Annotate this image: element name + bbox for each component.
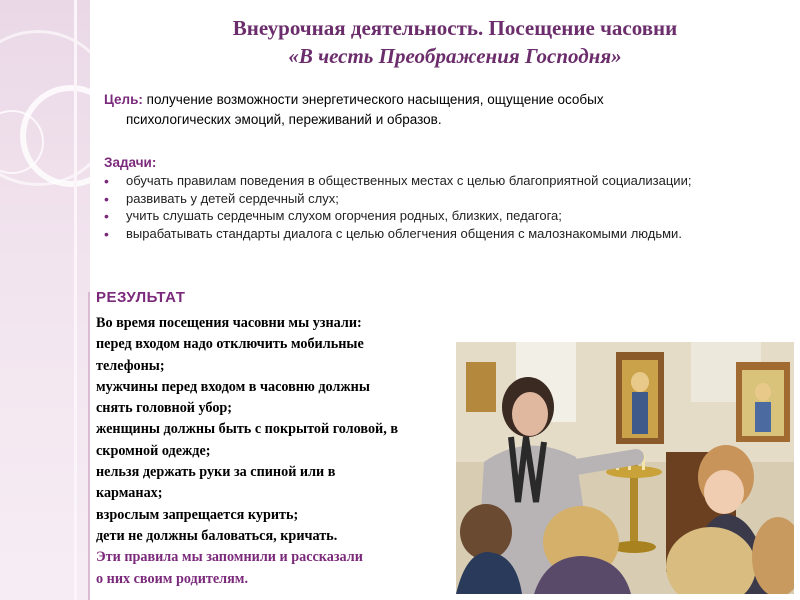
result-body: [96, 313, 456, 590]
goal-text-2: психологических эмоций, переживаний и образов.: [126, 112, 442, 127]
task-text: обучать правилам поведения в общественных местах с целью благоприятной социализации;: [126, 173, 692, 188]
result-line: снять головной убор;: [96, 400, 233, 417]
result-closing-2: о них своим родителям.: [96, 570, 249, 587]
result-line: телефоны;: [96, 357, 165, 374]
title-line-1: Внеурочная деятельность. Посещение часовни: [232, 16, 678, 40]
result-line: мужчины перед входом в часовню должны: [96, 378, 370, 395]
decorative-left-band: [0, 0, 90, 600]
result-closing-1: Эти правила мы запомнили и рассказали: [96, 549, 363, 566]
result-heading: РЕЗУЛЬТАТ: [96, 289, 186, 306]
tasks-list: [104, 173, 744, 243]
result-line: дети не должны баловаться, кричать.: [96, 527, 338, 544]
goal-block: [104, 90, 764, 130]
chapel-visit-photo: [456, 342, 794, 594]
title-line-2: «В честь Преображения Господня»: [288, 44, 622, 68]
task-text: вырабатывать стандарты диалога с целью облегчения общения с малознакомыми людьми.: [126, 225, 682, 241]
tasks-label: Задачи:: [104, 155, 157, 170]
result-line: карманах;: [96, 485, 163, 502]
divider: [88, 292, 90, 600]
list-item: [104, 208, 744, 225]
list-item: [104, 173, 744, 190]
task-text: развивать у детей сердечный слух;: [126, 190, 339, 206]
result-line: взрослым запрещается курить;: [96, 506, 299, 523]
result-line: женщины должны быть с покрытой головой, в: [96, 421, 398, 438]
bullet-icon: •: [104, 173, 109, 189]
goal-text-1: получение возможности энергетического насыщения, ощущение особых: [142, 92, 604, 107]
list-item: [104, 226, 744, 243]
list-item: [104, 191, 744, 208]
bullet-icon: •: [104, 190, 109, 207]
bullet-icon: •: [104, 225, 109, 242]
slide-title: [110, 14, 800, 70]
result-line: перед входом надо отключить мобильные: [96, 336, 364, 353]
task-text: учить слушать сердечным слухом огорчения родных, близких, педагога;: [126, 208, 562, 223]
bullet-icon: •: [104, 208, 109, 224]
result-line: Во время посещения часовни мы узнали:: [96, 315, 362, 331]
decor-stripe: [74, 0, 77, 600]
goal-label: Цель:: [104, 92, 143, 107]
result-line: нельзя держать руки за спиной или в: [96, 464, 336, 481]
result-line: скромной одежде;: [96, 442, 211, 459]
